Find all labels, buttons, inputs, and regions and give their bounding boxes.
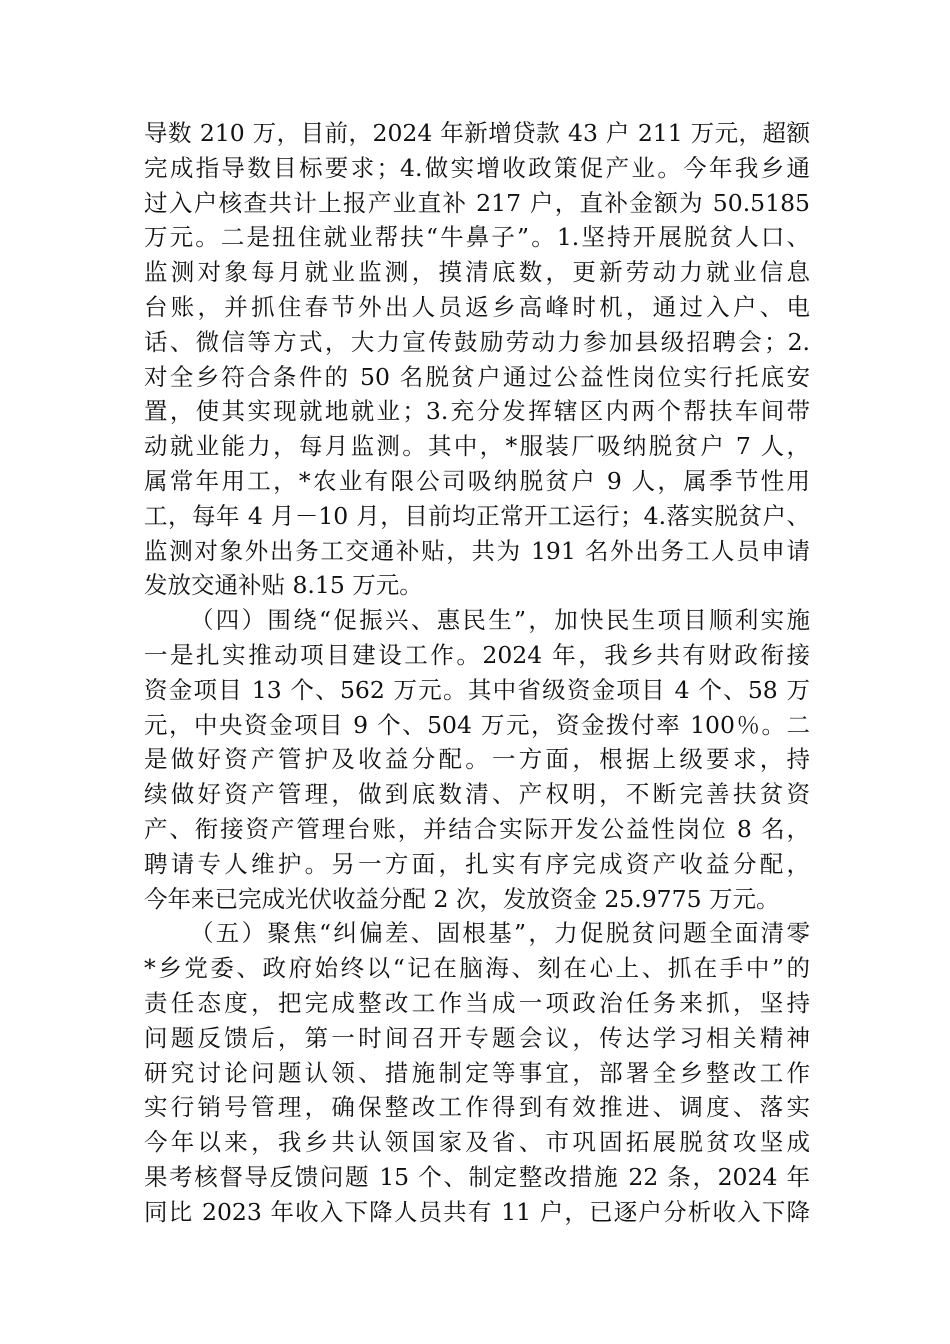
- text-line: 过入户核查共计上报产业直补 217 户，直补金额为 50.5185: [144, 188, 810, 217]
- section-heading-five: （五）聚焦“纠偏差、固根基”，力促脱贫问题全面清零: [190, 919, 810, 948]
- text-line: 台账，并抓住春节外出人员返乡高峰时机，通过入户、电: [144, 292, 810, 321]
- section-heading-four: （四）围绕“促振兴、惠民生”，加快民生项目顺利实施: [190, 606, 810, 635]
- text-line: 监测对象每月就业监测，摸清底数，更新劳动力就业信息: [144, 258, 810, 287]
- body-text: [144, 116, 810, 1230]
- text-line: 责任态度，把完成整改工作当成一项政治任务来抓，坚持: [144, 988, 810, 1017]
- text-line: 一是扎实推动项目建设工作。2024 年，我乡共有财政衔接: [144, 640, 810, 669]
- text-line: 产、衔接资产管理台账，并结合实际开发公益性岗位 8 名，: [144, 814, 810, 843]
- text-line: 动就业能力，每月监测。其中，*服装厂吸纳脱贫户 7 人，: [144, 432, 810, 461]
- text-line: 是做好资产管护及收益分配。一方面，根据上级要求，持: [144, 745, 810, 774]
- text-line: 导数 210 万，目前，2024 年新增贷款 43 户 211 万元，超额: [144, 119, 810, 147]
- text-line: 果考核督导反馈问题 15 个、制定整改措施 22 条，2024 年: [144, 1162, 810, 1191]
- text-line: 实行销号管理，确保整改工作得到有效推进、调度、落实: [144, 1093, 810, 1122]
- text-line: 同比 2023 年收入下降人员共有 11 户，已逐户分析收入下降: [144, 1197, 810, 1226]
- text-line: 资金项目 13 个、562 万元。其中省级资金项目 4 个、58 万: [144, 675, 810, 704]
- text-line: 问题反馈后，第一时间召开专题会议，传达学习相关精神: [144, 1023, 810, 1052]
- text-line: 聘请专人维护。另一方面，扎实有序完成资产收益分配，: [144, 849, 810, 878]
- text-line: 万元。二是扭住就业帮扶“牛鼻子”。1.坚持开展脱贫人口、: [144, 223, 810, 252]
- text-line: *乡党委、政府始终以“记在脑海、刻在心上、抓在手中”的: [144, 954, 810, 983]
- text-line: 对全乡符合条件的 50 名脱贫户通过公益性岗位实行托底安: [144, 362, 810, 391]
- text-line: 话、微信等方式，大力宣传鼓励劳动力参加县级招聘会；2.: [144, 327, 810, 356]
- text-line: 完成指导数目标要求；4.做实增收政策促产业。今年我乡通: [144, 153, 810, 182]
- text-line: 今年以来，我乡共认领国家及省、市巩固拓展脱贫攻坚成: [144, 1128, 810, 1157]
- text-line: 今年来已完成光伏收益分配 2 次，发放资金 25.9775 万元。: [144, 884, 780, 913]
- text-line: 发放交通补贴 8.15 万元。: [144, 571, 423, 600]
- text-line: 续做好资产管理，做到底数清、产权明，不断完善扶贫资: [144, 780, 810, 809]
- text-line: 研究讨论问题认领、措施制定等事宜，部署全乡整改工作: [144, 1058, 810, 1087]
- text-line: 工，每年 4 月－10 月，目前均正常开工运行；4.落实脱贫户、: [144, 501, 810, 530]
- text-line: 监测对象外出务工交通补贴，共为 191 名外出务工人员申请: [144, 536, 810, 565]
- text-line: 属常年用工，*农业有限公司吸纳脱贫户 9 人，属季节性用: [144, 466, 810, 495]
- text-line: 置，使其实现就地就业；3.充分发挥辖区内两个帮扶车间带: [144, 397, 810, 426]
- text-line: 元，中央资金项目 9 个、504 万元，资金拨付率 100％。二: [144, 710, 810, 739]
